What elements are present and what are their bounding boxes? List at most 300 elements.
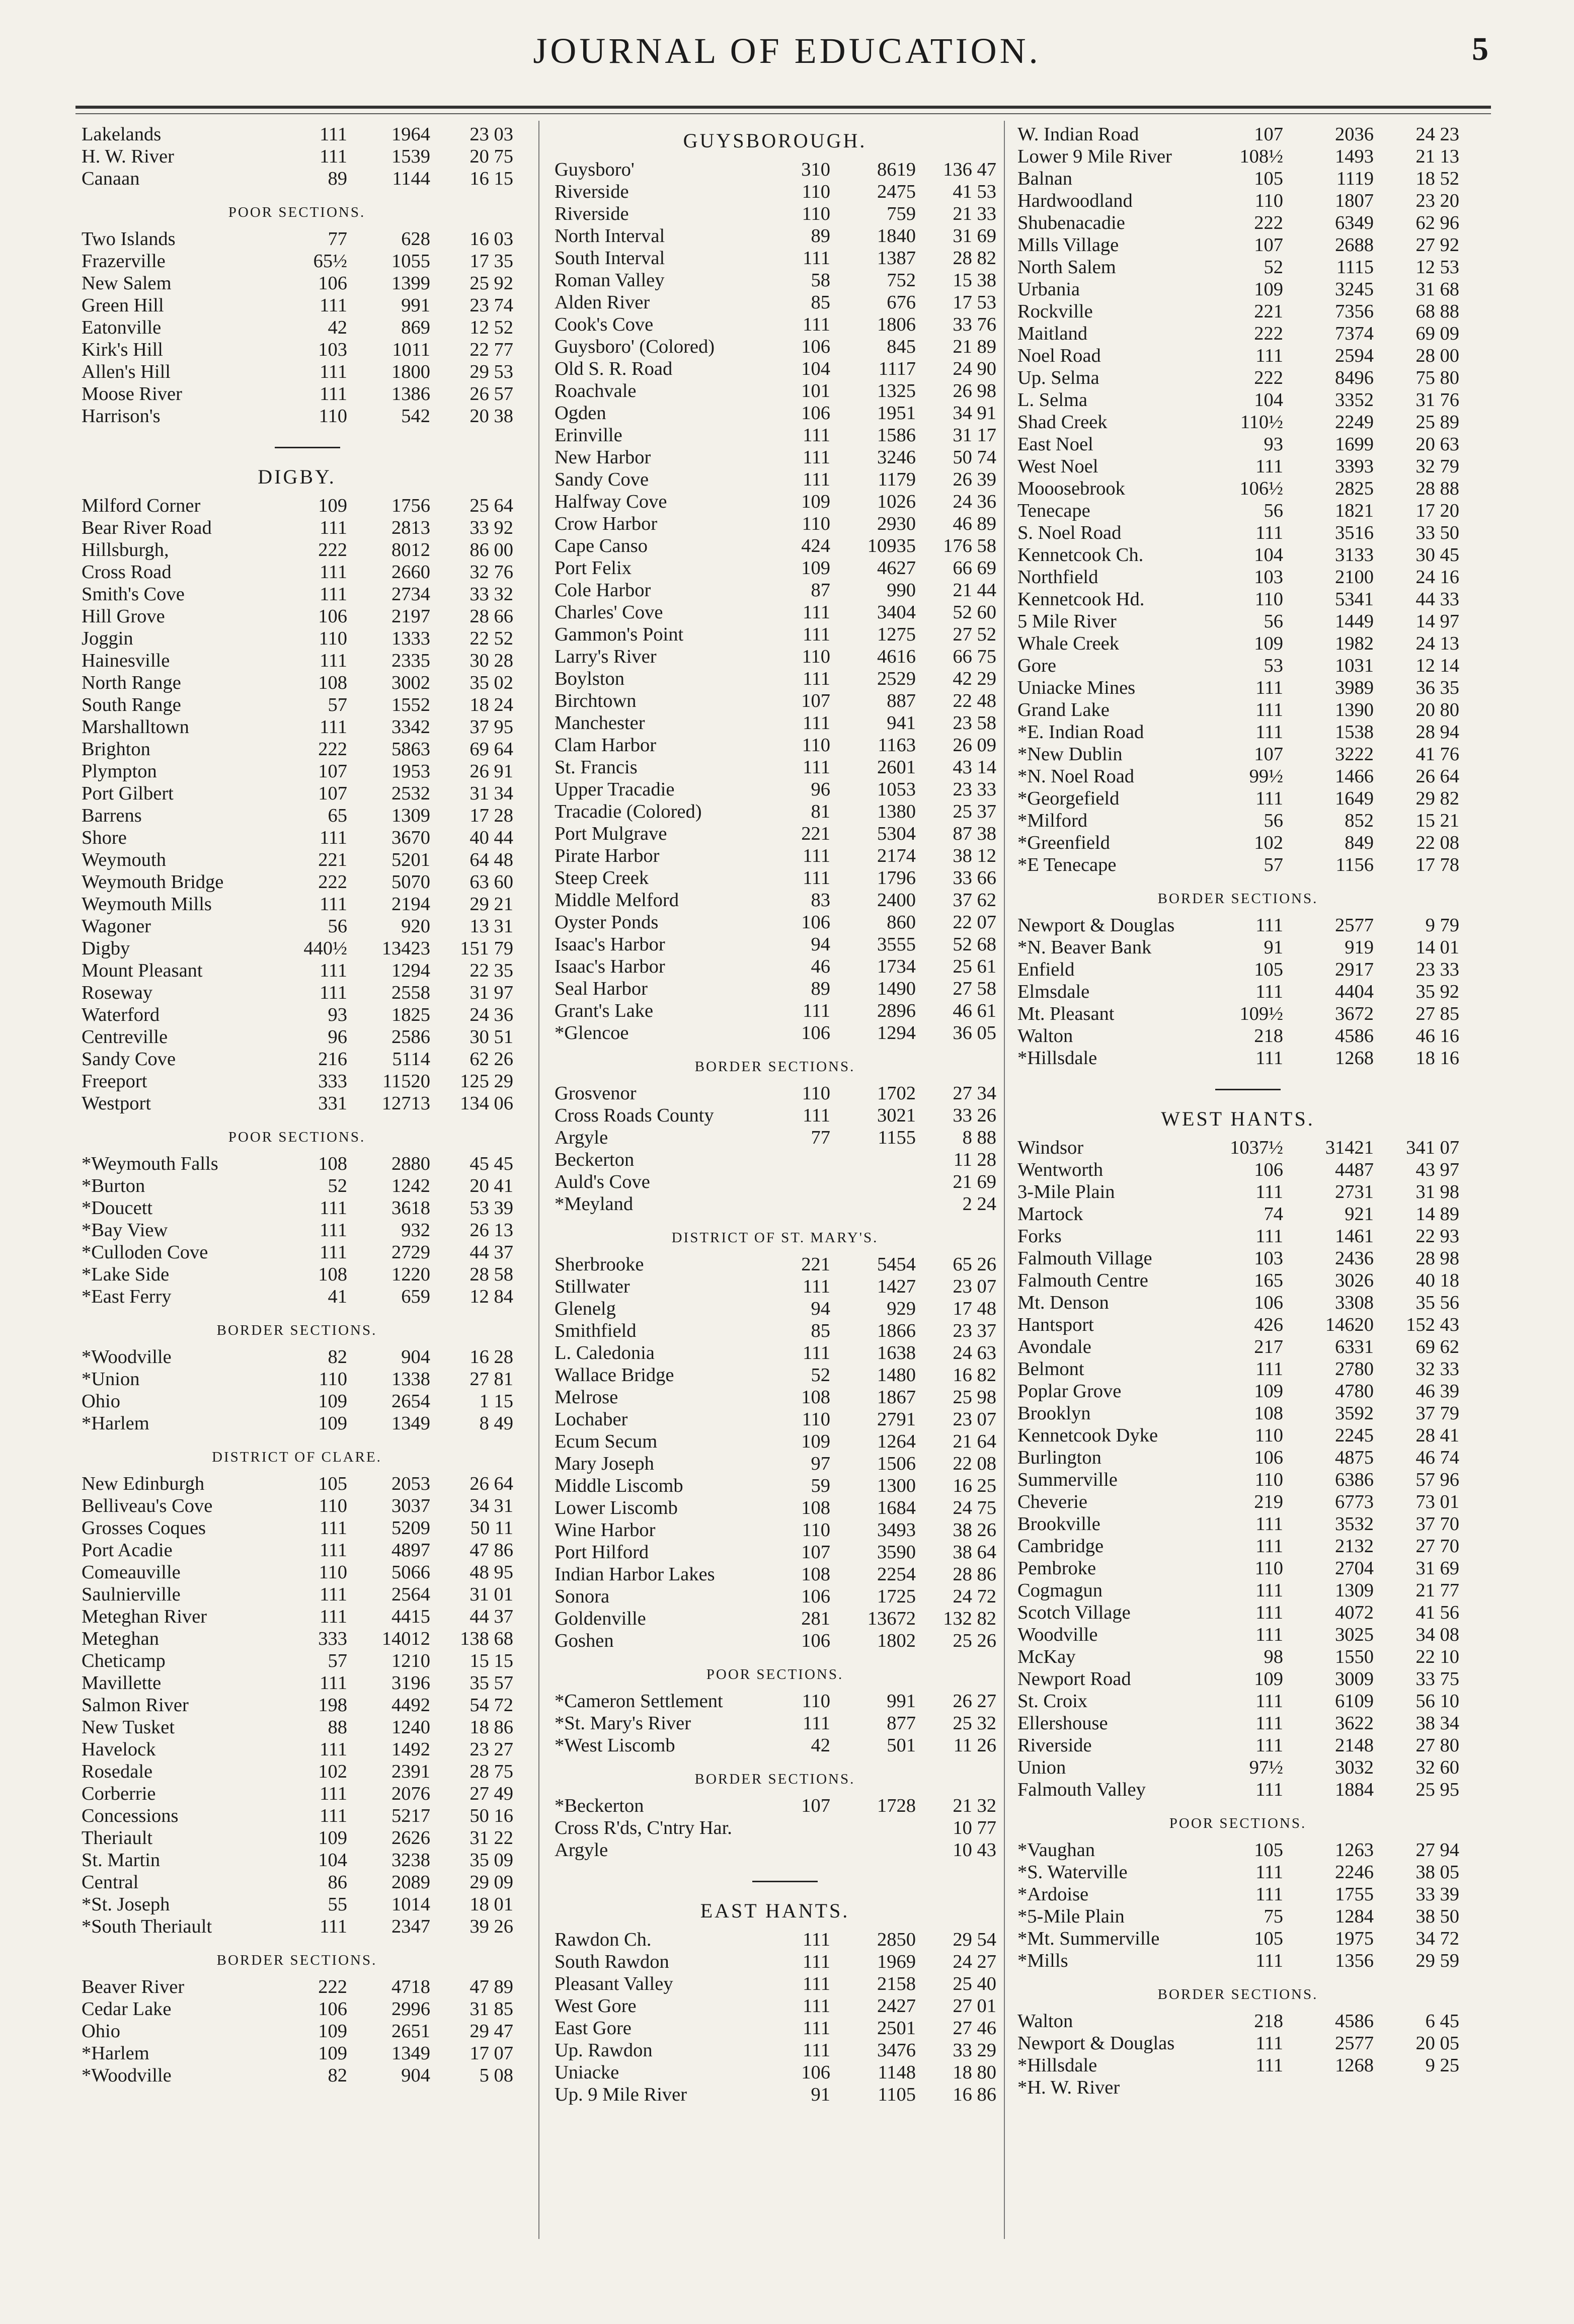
days-value: 97½ [1249, 1757, 1283, 1778]
attendance-value: 1349 [391, 2043, 430, 2064]
days-value: 111 [320, 650, 347, 671]
section-name: Avondale [1017, 1336, 1091, 1357]
table-row [1011, 1469, 1464, 1491]
table-row [1011, 190, 1464, 212]
attendance-value: 4897 [391, 1540, 430, 1561]
table-row [548, 1082, 1001, 1104]
grant-amount: 17 35 [469, 251, 513, 272]
grant-amount: 26 39 [953, 469, 996, 490]
days-value: 111 [1255, 345, 1283, 366]
grant-amount: 152 43 [1406, 1314, 1459, 1335]
section-name: Crow Harbor [555, 513, 658, 534]
grant-amount: 33 76 [953, 314, 996, 335]
grant-amount: 31 76 [1415, 389, 1459, 411]
attendance-value: 1268 [1335, 1048, 1374, 1069]
table-row [548, 1298, 1001, 1320]
table-row [1011, 1624, 1464, 1646]
grant-amount: 31 69 [953, 225, 996, 247]
table-row [548, 513, 1001, 535]
section-name: Green Hill [82, 295, 164, 316]
table-row [75, 937, 518, 959]
section-name: Plympton [82, 761, 157, 782]
table-row [1011, 765, 1464, 787]
attendance-value: 1796 [877, 867, 916, 889]
section-name: Argyle [555, 1839, 608, 1861]
days-value: 111 [320, 517, 347, 538]
grant-amount: 12 84 [469, 1286, 513, 1307]
section-name: *5-Mile Plain [1017, 1906, 1125, 1927]
section-name: New Tusket [82, 1717, 175, 1738]
section-name: Marshalltown [82, 716, 189, 738]
section-name: Kennetcook Dyke [1017, 1425, 1158, 1446]
section-name: Lower Liscomb [555, 1497, 678, 1518]
table-row [75, 1650, 518, 1672]
grant-amount: 25 98 [953, 1387, 996, 1408]
attendance-value: 3352 [1335, 389, 1374, 411]
days-value: 108 [318, 1153, 347, 1174]
grant-amount: 25 40 [953, 1973, 996, 1994]
section-name: Two Islands [82, 228, 176, 250]
table-row [548, 1408, 1001, 1430]
table-row [75, 627, 518, 650]
attendance-value: 3622 [1335, 1713, 1374, 1734]
grant-amount: 23 07 [953, 1409, 996, 1430]
grant-amount: 50 74 [953, 447, 996, 468]
days-value: 96 [811, 779, 830, 800]
section-heading: GUYSBOROUGH. [683, 129, 867, 152]
column-left [75, 123, 518, 2241]
days-value: 111 [320, 295, 347, 316]
table-row [75, 517, 518, 539]
block-gap [548, 1861, 1001, 1868]
table-row [75, 1827, 518, 1849]
attendance-value: 1117 [878, 358, 916, 379]
days-value: 58 [811, 270, 830, 291]
attendance-value: 752 [887, 270, 916, 291]
section-name: Scotch Village [1017, 1602, 1131, 1623]
attendance-value: 1210 [391, 1650, 430, 1671]
grant-amount: 30 45 [1415, 544, 1459, 566]
attendance-value: 4627 [877, 557, 916, 579]
section-name: 5 Mile River [1017, 611, 1117, 632]
table-row [1011, 1025, 1464, 1047]
section-name: Oyster Ponds [555, 912, 659, 933]
section-name: *Greenfield [1017, 832, 1110, 853]
section-name: Seal Harbor [555, 978, 648, 999]
table-row [1011, 1181, 1464, 1203]
section-name: *St. Mary's River [555, 1713, 691, 1734]
table-row [548, 181, 1001, 203]
section-name: Comeauville [82, 1562, 181, 1583]
table-row [548, 1585, 1001, 1608]
attendance-value: 2731 [1335, 1181, 1374, 1203]
section-name: *H. W. River [1017, 2077, 1120, 2098]
attendance-value: 2850 [877, 1929, 916, 1950]
section-name: Port Gilbert [82, 783, 174, 804]
grant-amount: 11 28 [953, 1149, 996, 1170]
section-heading: BORDER SECTIONS. [216, 1322, 377, 1338]
days-value: 107 [801, 690, 830, 711]
table-row [1011, 1137, 1464, 1159]
block-gap [75, 427, 518, 434]
table-row [1011, 787, 1464, 810]
days-value: 111 [320, 1220, 347, 1241]
section-name: Burlington [1017, 1447, 1101, 1468]
table-row [548, 1995, 1001, 2017]
grant-amount: 38 12 [953, 845, 996, 866]
attendance-value: 2558 [391, 982, 430, 1003]
section-name: Ogden [555, 403, 606, 424]
section-name: Isaac's Harbor [555, 934, 665, 955]
attendance-value: 6349 [1335, 212, 1374, 233]
days-value: 110 [802, 1519, 830, 1541]
grant-amount: 176 58 [943, 535, 996, 556]
section-name: Mary Joseph [555, 1453, 654, 1474]
grant-amount: 27 85 [1415, 1003, 1459, 1024]
grant-amount: 28 58 [469, 1264, 513, 1285]
days-value: 110 [319, 1562, 347, 1583]
attendance-value: 2704 [1335, 1558, 1374, 1579]
days-value: 110 [802, 1083, 830, 1104]
section-heading: BORDER SECTIONS. [694, 1059, 855, 1075]
table-row [75, 1561, 518, 1583]
block-gap [75, 190, 518, 197]
days-value: 217 [1254, 1336, 1283, 1357]
table-row [75, 1606, 518, 1628]
table-row [75, 959, 518, 982]
table-row [75, 2042, 518, 2064]
grant-amount: 37 79 [1415, 1403, 1459, 1424]
days-value: 106 [801, 336, 830, 357]
grant-amount: 22 77 [469, 339, 513, 360]
attendance-value: 2400 [877, 890, 916, 911]
attendance-value: 904 [401, 2065, 430, 2086]
attendance-value: 3196 [391, 1672, 430, 1694]
grant-amount: 151 79 [460, 938, 513, 959]
table-row [548, 712, 1001, 734]
days-value: 218 [1254, 1025, 1283, 1047]
table-row [75, 339, 518, 361]
attendance-value: 2158 [877, 1973, 916, 1994]
days-value: 111 [803, 314, 830, 335]
section-name: Middle Melford [555, 890, 679, 911]
days-value: 109 [318, 1413, 347, 1434]
attendance-value: 1242 [391, 1175, 430, 1196]
attendance-value: 2475 [877, 181, 916, 202]
attendance-value: 1399 [391, 273, 430, 294]
attendance-value: 2654 [391, 1391, 430, 1412]
days-value: 109 [318, 2043, 347, 2064]
days-value: 216 [318, 1049, 347, 1070]
attendance-value: 6109 [1335, 1691, 1374, 1712]
table-row [548, 1430, 1001, 1453]
journal-title: JOURNAL OF EDUCATION. [533, 31, 1041, 71]
days-value: 221 [318, 849, 347, 870]
section-name: Hardwoodland [1017, 190, 1133, 211]
table-row [548, 668, 1001, 690]
attendance-value: 1155 [878, 1127, 916, 1148]
days-value: 111 [803, 668, 830, 689]
section-name: St. Martin [82, 1850, 161, 1871]
attendance-value: 2688 [1335, 234, 1374, 256]
section-heading: DIGBY. [258, 465, 336, 488]
days-value: 111 [803, 447, 830, 468]
section-heading: BORDER SECTIONS. [216, 1952, 377, 1968]
days-value: 110 [802, 203, 830, 224]
grant-amount: 87 38 [953, 823, 996, 844]
attendance-value: 2076 [391, 1783, 430, 1804]
grant-amount: 35 92 [1415, 981, 1459, 1002]
days-value: 222 [318, 871, 347, 893]
block-gap [75, 1308, 518, 1315]
section-name: Barrens [82, 805, 142, 826]
section-heading: POOR SECTIONS. [228, 1129, 366, 1145]
days-value: 109 [801, 491, 830, 512]
table-row [1011, 522, 1464, 544]
grant-amount: 43 97 [1415, 1159, 1459, 1180]
attendance-value: 1264 [877, 1431, 916, 1452]
section-name: Argyle [555, 1127, 608, 1148]
table-row [548, 911, 1001, 933]
section-name: Cedar Lake [82, 1998, 172, 2020]
table-row [75, 272, 518, 294]
attendance-value: 13672 [867, 1608, 916, 1629]
days-value: 110 [1254, 589, 1283, 610]
section-name: Halfway Cove [555, 491, 667, 512]
attendance-value: 2245 [1335, 1425, 1374, 1446]
table-row [75, 1849, 518, 1871]
grant-amount: 26 64 [1415, 766, 1459, 787]
days-value: 101 [801, 380, 830, 402]
grant-amount: 65 26 [953, 1254, 996, 1275]
section-name: Brighton [82, 739, 150, 760]
attendance-value: 5114 [392, 1049, 430, 1070]
grant-amount: 28 82 [953, 248, 996, 269]
section-name: Hainesville [82, 650, 170, 671]
days-value: 440½ [303, 938, 347, 959]
grant-amount: 33 75 [1415, 1668, 1459, 1690]
grant-amount: 25 32 [953, 1713, 996, 1734]
days-value: 102 [1254, 832, 1283, 853]
section-name: Havelock [82, 1739, 156, 1760]
days-value: 110 [802, 646, 830, 667]
table-row [1011, 278, 1464, 300]
attendance-value: 1539 [391, 146, 430, 167]
table-row [548, 2083, 1001, 2106]
grant-amount: 24 27 [953, 1951, 996, 1972]
table-row [75, 1628, 518, 1650]
attendance-value: 7356 [1335, 301, 1374, 322]
block-gap [75, 1114, 518, 1121]
grant-amount: 28 75 [469, 1761, 513, 1782]
attendance-value: 1144 [392, 168, 430, 189]
table-row [75, 123, 518, 145]
days-value: 77 [328, 228, 347, 250]
days-value: 111 [320, 146, 347, 167]
section-name: Kennetcook Ch. [1017, 544, 1144, 566]
days-value: 65 [328, 805, 347, 826]
section-separator [548, 1868, 1001, 1893]
table-row [1011, 1358, 1464, 1380]
grant-amount: 27 81 [469, 1369, 513, 1390]
attendance-value: 2347 [391, 1916, 430, 1937]
grant-amount: 35 57 [469, 1672, 513, 1694]
attendance-value: 4404 [1335, 981, 1374, 1002]
days-value: 110 [319, 628, 347, 649]
grant-amount: 27 52 [953, 624, 996, 645]
days-value: 107 [801, 1795, 830, 1816]
grant-amount: 63 60 [469, 871, 513, 893]
section-name: *New Dublin [1017, 744, 1123, 765]
grant-amount: 66 69 [953, 557, 996, 579]
days-value: 111 [1255, 1536, 1283, 1557]
grant-amount: 28 41 [1415, 1425, 1459, 1446]
table-row [1011, 854, 1464, 876]
attendance-value: 1840 [877, 225, 916, 247]
section-name: Rockville [1017, 301, 1093, 322]
days-value: 86 [328, 1872, 347, 1893]
days-value: 111 [803, 624, 830, 645]
table-row [75, 1197, 518, 1219]
attendance-value: 8012 [391, 539, 430, 560]
attendance-value: 1755 [1335, 1884, 1374, 1905]
grant-amount: 27 49 [469, 1783, 513, 1804]
attendance-value: 3393 [1335, 456, 1374, 477]
grant-amount: 43 14 [953, 757, 996, 778]
table-row [1011, 566, 1464, 588]
attendance-value: 3009 [1335, 1668, 1374, 1690]
grant-amount: 25 95 [1415, 1779, 1459, 1800]
attendance-value: 1387 [877, 248, 916, 269]
days-value: 111 [803, 1713, 830, 1734]
section-name: Mt. Pleasant [1017, 1003, 1115, 1024]
grant-amount: 13 31 [469, 916, 513, 937]
section-name: Glenelg [555, 1298, 616, 1319]
attendance-value: 1734 [877, 956, 916, 977]
days-value: 109½ [1239, 1003, 1283, 1024]
table-row [548, 1253, 1001, 1275]
table-row [75, 760, 518, 782]
days-value: 111 [320, 827, 347, 848]
attendance-value: 3222 [1335, 744, 1374, 765]
section-name: East Noel [1017, 434, 1093, 455]
table-row [548, 1690, 1001, 1712]
attendance-value: 1684 [877, 1497, 916, 1518]
days-value: 107 [801, 1542, 830, 1563]
grant-amount: 21 69 [953, 1171, 996, 1192]
section-name: Ellershouse [1017, 1713, 1108, 1734]
grant-amount: 5 08 [479, 2065, 513, 2086]
days-value: 106 [1254, 1292, 1283, 1313]
attendance-value: 1338 [391, 1369, 430, 1390]
attendance-value: 3532 [1335, 1513, 1374, 1535]
attendance-value: 1356 [1335, 1950, 1374, 1971]
attendance-value: 2917 [1335, 959, 1374, 980]
table-row [1011, 544, 1464, 566]
attendance-value: 1461 [1335, 1226, 1374, 1247]
grant-amount: 17 28 [469, 805, 513, 826]
table-row [1011, 1003, 1464, 1025]
table-row [1011, 1734, 1464, 1756]
days-value: 57 [328, 694, 347, 715]
table-row [548, 247, 1001, 269]
table-row [548, 778, 1001, 800]
attendance-value: 1309 [1335, 1580, 1374, 1601]
section-name: Up. Rawdon [555, 2040, 653, 2061]
section-name: *St. Joseph [82, 1894, 170, 1915]
days-value: 87 [811, 580, 830, 601]
section-name: *Beckerton [555, 1795, 644, 1816]
section-name: East Gore [555, 2018, 632, 2039]
attendance-value: 2246 [1335, 1862, 1374, 1883]
attendance-value: 14620 [1325, 1314, 1374, 1335]
section-name: St. Francis [555, 757, 638, 778]
grant-amount: 15 15 [469, 1650, 513, 1671]
attendance-value: 5304 [877, 823, 916, 844]
table-row [1011, 1690, 1464, 1712]
table-row [1011, 655, 1464, 677]
days-value: 107 [318, 783, 347, 804]
table-row [75, 294, 518, 316]
attendance-value: 1156 [1335, 854, 1374, 875]
section-name: Mavillette [82, 1672, 162, 1694]
section-name: Port Acadie [82, 1540, 173, 1561]
section-name: *Meyland [555, 1193, 634, 1215]
days-value: 106 [801, 1586, 830, 1607]
grant-amount: 38 26 [953, 1519, 996, 1541]
grant-amount: 17 78 [1415, 854, 1459, 875]
section-name: Wentworth [1017, 1159, 1104, 1180]
table-row [75, 1495, 518, 1517]
grant-amount: 24 90 [953, 358, 996, 379]
grant-amount: 36 05 [953, 1022, 996, 1044]
table-row [75, 561, 518, 583]
attendance-value: 2053 [391, 1473, 430, 1494]
days-value: 111 [1255, 1226, 1283, 1247]
table-row [75, 694, 518, 716]
table-row [75, 2064, 518, 2087]
attendance-value: 2335 [391, 650, 430, 671]
days-value: 222 [318, 739, 347, 760]
table-row [548, 491, 1001, 513]
attendance-value: 5201 [391, 849, 430, 870]
table-row [1011, 1247, 1464, 1269]
days-value: 111 [1255, 1048, 1283, 1069]
table-row [75, 605, 518, 627]
grant-amount: 62 26 [469, 1049, 513, 1070]
table-row [548, 800, 1001, 823]
section-name: *Weymouth Falls [82, 1153, 218, 1174]
table-row [75, 782, 518, 805]
attendance-value: 3404 [877, 602, 916, 623]
attendance-value: 3238 [391, 1850, 430, 1871]
grant-amount: 35 56 [1415, 1292, 1459, 1313]
table-row [75, 1241, 518, 1263]
section-name: Bear River Road [82, 517, 212, 538]
days-value: 57 [1264, 854, 1283, 875]
attendance-value: 5066 [391, 1562, 430, 1583]
section-name: Cole Harbor [555, 580, 651, 601]
days-value: 221 [801, 1254, 830, 1275]
table-row [75, 915, 518, 937]
grant-amount: 22 48 [953, 690, 996, 711]
attendance-value: 2564 [391, 1584, 430, 1605]
table-row [1011, 123, 1464, 145]
grant-amount: 46 61 [953, 1000, 996, 1021]
section-name: Steep Creek [555, 867, 649, 889]
grant-amount: 15 21 [1415, 810, 1459, 831]
grant-amount: 136 47 [943, 159, 996, 180]
